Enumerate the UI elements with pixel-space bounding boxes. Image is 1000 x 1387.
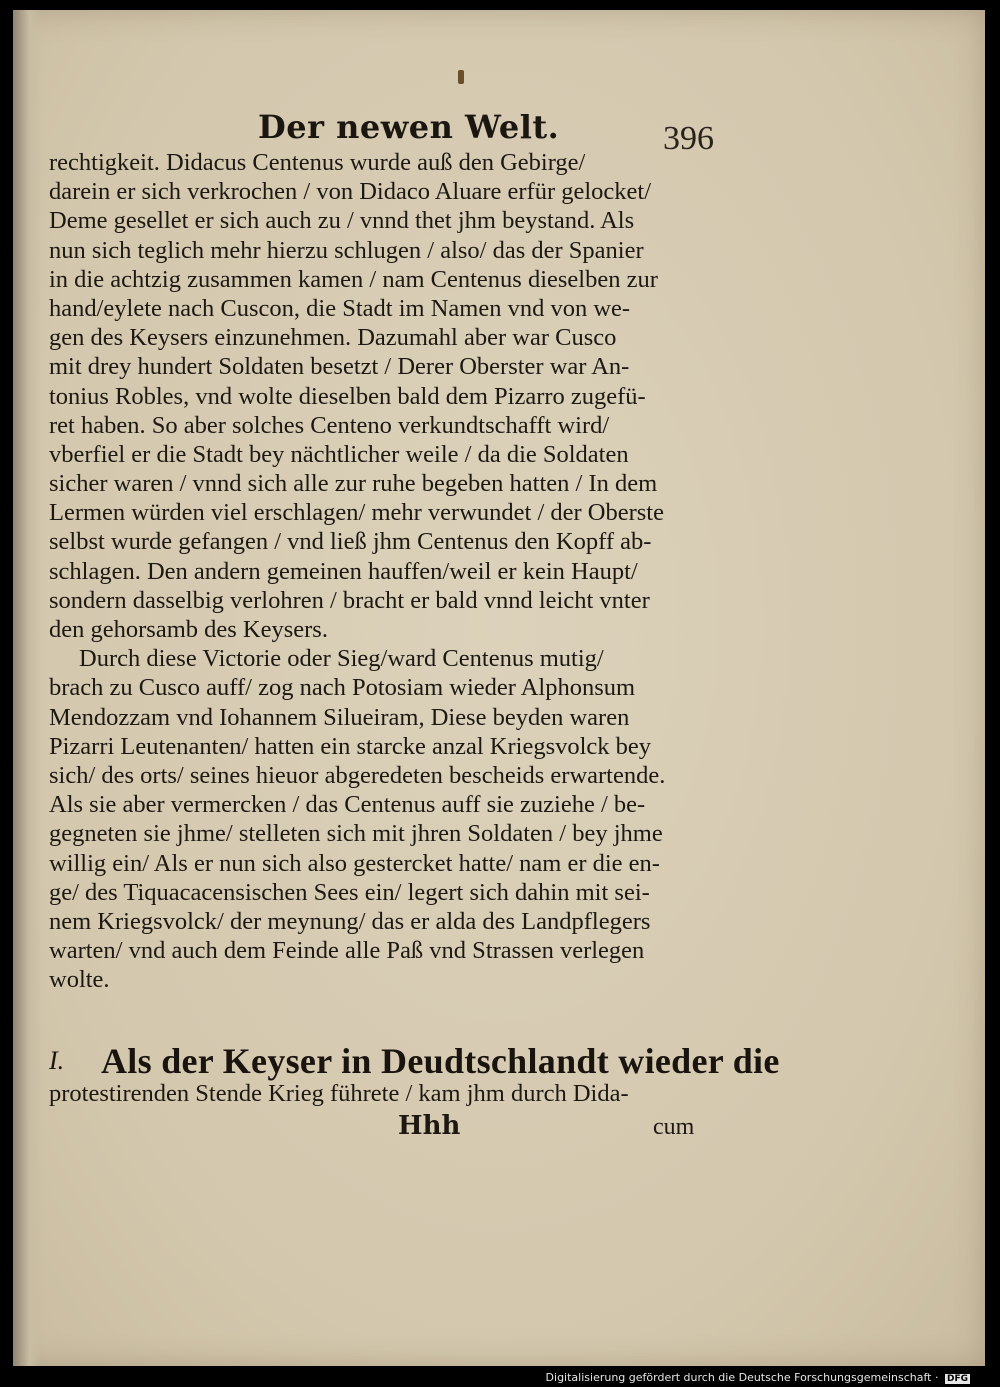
text-line: den gehorsamb des Keysers. [49, 616, 328, 643]
text-line: rechtigkeit. Didacus Centenus wurde auß den Gebirge/ [49, 149, 586, 176]
section-continuation: protestirenden Stende Krieg führete / kam jhm durch Dida- [49, 1080, 629, 1107]
text-line: Pizarri Leutenanten/ hatten ein starcke anzal Kriegsvolck bey [49, 732, 652, 760]
text-line: sich/ des orts/ seines hieuor abgeredeten bescheids erwartende. [49, 761, 666, 789]
section-heading: Als der Keyser in Deudtschlandt wieder die [101, 1041, 780, 1081]
text-line: gegneten sie jhme/ stelleten sich mit jhren Soldaten / bey jhme [49, 820, 663, 848]
dfg-logo: DFG [946, 1374, 968, 1384]
text-line: nem Kriegsvolck/ der meynung/ das er alda des Landpflegers [49, 907, 651, 935]
text-line: sondern dasselbig verlohren / bracht er bald vnnd leicht vnter [49, 586, 650, 614]
text-line: Deme gesellet er sich auch zu / vnnd thet jhm beystand. Als [49, 207, 635, 235]
text-line: schlagen. Den andern gemeinen hauffen/weil er kein Haupt/ [49, 557, 638, 585]
book-page [13, 10, 985, 1366]
text-line: gen des Keysers einzunehmen. Dazumahl aber war Cusco [49, 324, 617, 352]
text-line: Mendozzam vnd Iohannem Silueiram, Diese beyden waren [49, 703, 630, 731]
text-line: selbst wurde gefangen / vnd ließ jhm Centenus den Kopff ab- [49, 528, 652, 556]
section-marker: I. [49, 1046, 65, 1075]
text-line: warten/ vnd auch dem Feinde alle Paß vnd Strassen verlegen [49, 937, 645, 965]
ink-mark [458, 70, 464, 84]
body-text [49, 148, 709, 994]
catchword: cum [653, 1114, 695, 1140]
text-line: mit drey hundert Soldaten besetzt / Derer Oberster war An- [49, 353, 630, 381]
running-head: Der newen Welt. [258, 108, 560, 146]
text-line: vberfiel er die Stadt bey nächtlicher weile / da die Soldaten [49, 440, 629, 468]
text-line: tonius Robles, vnd wolte dieselben bald dem Pizarro zugefü- [49, 382, 646, 410]
text-line: wolte. [49, 966, 110, 994]
page-number: 396 [663, 120, 714, 157]
page-gutter-shadow [13, 10, 41, 1366]
digitization-credit: Digitalisierung gefördert durch die Deutsche Forschungsgemeinschaft · DFG [545, 1371, 968, 1384]
text-line: Als sie aber vermercken / das Centenus auff sie zuziehe / be- [49, 791, 646, 819]
text-line: nun sich teglich mehr hierzu schlugen / also/ das der Spanier [49, 236, 644, 264]
text-line: ret haben. So aber solches Centeno verkundtschafft wird/ [49, 411, 610, 439]
text-line: sicher waren / vnnd sich alle zur ruhe begeben hatten / In dem [49, 470, 658, 498]
signature-mark: Hhh [398, 1111, 461, 1141]
credit-text: Digitalisierung gefördert durch die Deutsche Forschungsgemeinschaft [545, 1371, 932, 1384]
text-line: darein er sich verkrochen / von Didaco Aluare erfür gelocket/ [49, 178, 652, 206]
text-line: brach zu Cusco auff/ zog nach Potosiam wieder Alphonsum [49, 674, 636, 702]
text-line: Lermen würden viel erschlagen/ mehr verwundet / der Oberste [49, 499, 664, 527]
text-line: willig ein/ Als er nun sich also gestercket hatte/ nam er die en- [49, 849, 660, 877]
paragraph-start-line: Durch diese Victorie oder Sieg/ward Centenus mutig/ [79, 645, 604, 673]
section-heading-line [49, 1040, 780, 1082]
text-line: hand/eylete nach Cuscon, die Stadt im Namen vnd von we- [49, 294, 631, 322]
text-line: ge/ des Tiquacacensischen Sees ein/ legert sich dahin mit sei- [49, 878, 650, 906]
text-line: in die achtzig zusammen kamen / nam Centenus dieselben zur [49, 265, 658, 293]
